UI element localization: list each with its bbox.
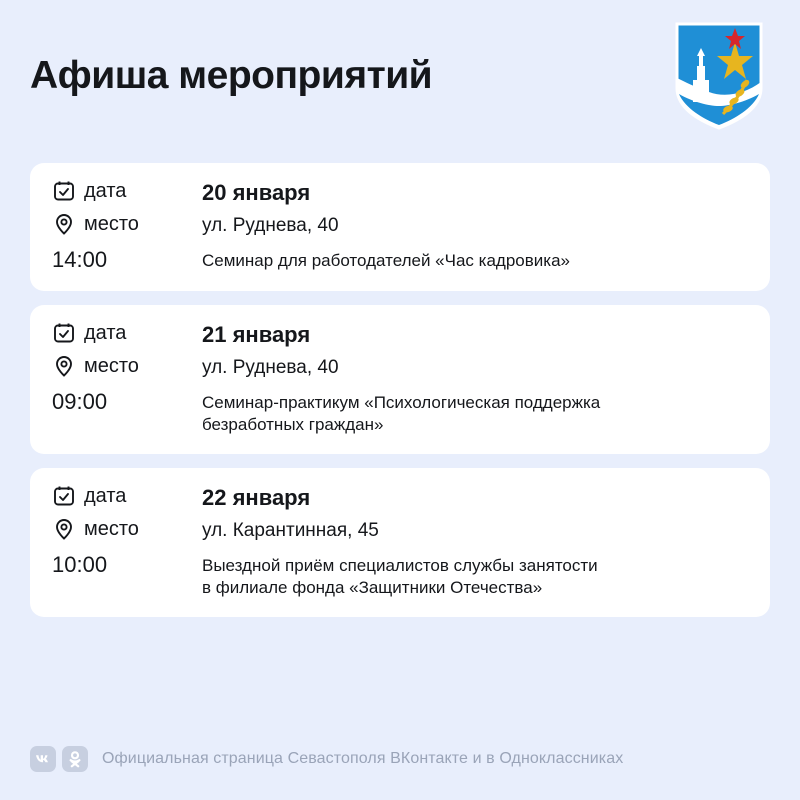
footer [30, 746, 623, 772]
event-description-line: безработных граждан» [202, 415, 384, 434]
event-description-line: в филиале фонда «Защитники Отечества» [202, 578, 543, 597]
date-label-group [52, 321, 202, 345]
event-date-row [52, 484, 748, 511]
event-description [202, 389, 600, 436]
header [0, 0, 800, 140]
event-description-line: Семинар-практикум «Психологическая поддержка [202, 393, 601, 412]
event-date-row [52, 179, 748, 206]
place-label-group [52, 212, 202, 236]
footer-text: Официальная страница Севастополя ВКонтакте и в Одноклассниках [102, 750, 624, 767]
event-description [202, 552, 598, 599]
event-time-value: 14:00 [52, 247, 108, 272]
odnoklassniki-icon[interactable] [62, 746, 88, 772]
vk-icon[interactable] [30, 746, 56, 772]
date-label-group [52, 484, 202, 508]
place-label: место [84, 355, 139, 377]
date-label: дата [84, 322, 127, 344]
event-time-value: 10:00 [52, 552, 108, 577]
event-time-row [52, 552, 748, 599]
event-time-value: 09:00 [52, 389, 108, 414]
sevastopol-coat-of-arms-icon [675, 22, 763, 130]
place-label: место [84, 213, 139, 235]
event-description [202, 247, 570, 272]
event-card [30, 305, 770, 454]
event-description-line: Семинар для работодателей «Час кадровика» [202, 251, 570, 270]
event-date-value: 22 января [202, 485, 311, 510]
event-place-value: ул. Руднева, 40 [202, 215, 339, 236]
time-group [52, 247, 202, 273]
date-label-group [52, 179, 202, 203]
event-date-value: 20 января [202, 180, 311, 205]
event-place-value: ул. Руднева, 40 [202, 357, 339, 378]
event-card [30, 468, 770, 617]
calendar-check-icon [52, 484, 76, 508]
event-time-row [52, 247, 748, 273]
date-label: дата [84, 180, 127, 202]
event-description-line: Выездной приём специалистов службы занятости [202, 556, 598, 575]
event-place-row [52, 212, 748, 239]
event-time-row [52, 389, 748, 436]
events-list [30, 163, 770, 631]
location-pin-icon [52, 517, 76, 541]
location-pin-icon [52, 354, 76, 378]
time-group [52, 552, 202, 578]
event-place-value: ул. Карантинная, 45 [202, 520, 379, 541]
place-label-group [52, 517, 202, 541]
calendar-check-icon [52, 321, 76, 345]
location-pin-icon [52, 212, 76, 236]
page-title: Афиша мероприятий [30, 54, 433, 97]
event-place-row [52, 354, 748, 381]
place-label-group [52, 354, 202, 378]
calendar-check-icon [52, 179, 76, 203]
date-label: дата [84, 485, 127, 507]
event-place-row [52, 517, 748, 544]
event-date-row [52, 321, 748, 348]
event-date-value: 21 января [202, 322, 311, 347]
event-card [30, 163, 770, 291]
place-label: место [84, 518, 139, 540]
time-group [52, 389, 202, 415]
